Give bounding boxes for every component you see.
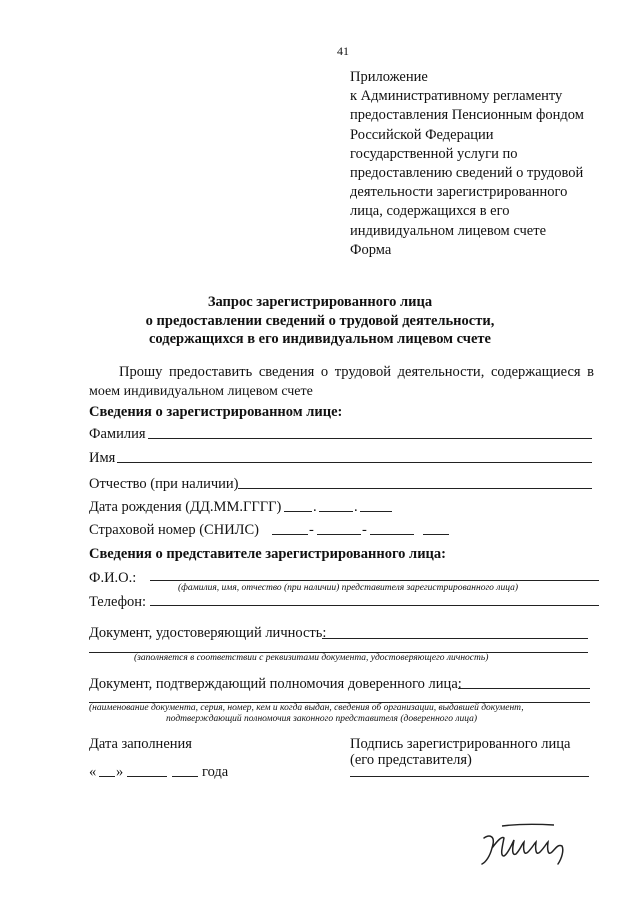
snils-part-1[interactable] bbox=[272, 534, 308, 535]
signature-label-line: (его представителя) bbox=[350, 752, 472, 768]
rep-fio-label: Ф.И.О.: bbox=[89, 570, 137, 586]
birth-date-separator: . bbox=[354, 499, 358, 515]
snils-part-2[interactable] bbox=[317, 534, 361, 535]
auth-doc-field[interactable] bbox=[458, 688, 590, 689]
birth-year-field[interactable] bbox=[360, 511, 392, 512]
appendix-line: Приложение bbox=[350, 69, 428, 85]
auth-doc-caption-line-1: (наименование документа, серия, номер, кем и когда выдан, сведения об организации, выдавшей документ, bbox=[89, 703, 524, 713]
rep-fio-caption: (фамилия, имя, отчество (при наличии) представителя зарегистрированного лица) bbox=[178, 583, 518, 593]
form-label: Форма bbox=[350, 242, 392, 258]
id-doc-field[interactable] bbox=[322, 638, 588, 639]
appendix-line: лица, содержащихся в его bbox=[350, 203, 510, 220]
surname-label: Фамилия bbox=[89, 426, 146, 442]
appendix-line: к Административному регламенту bbox=[350, 88, 563, 105]
snils-checksum[interactable] bbox=[423, 534, 449, 535]
title-line: содержащихся в его индивидуальном лицевом счете bbox=[149, 331, 491, 347]
snils-separator: - bbox=[362, 522, 367, 538]
fill-day-field[interactable] bbox=[99, 776, 115, 777]
birth-month-field[interactable] bbox=[319, 511, 353, 512]
title-line: Запрос зарегистрированного лица bbox=[207, 294, 433, 310]
id-doc-caption: (заполняется в соответствии с реквизитами документа, удостоверяющего личность) bbox=[134, 653, 489, 663]
appendix-line: индивидуальном лицевом счете bbox=[350, 222, 547, 239]
snils-separator: - bbox=[309, 522, 314, 538]
signature-field[interactable] bbox=[350, 776, 589, 777]
handwritten-signature-icon bbox=[478, 818, 574, 872]
appendix-line: государственной услуги по bbox=[350, 145, 518, 162]
birth-date-label: Дата рождения (ДД.ММ.ГГГГ) bbox=[89, 499, 282, 515]
fill-year-field[interactable] bbox=[172, 776, 198, 777]
rep-fio-field[interactable] bbox=[150, 580, 599, 581]
birth-day-field[interactable] bbox=[284, 511, 312, 512]
patronymic-field[interactable] bbox=[238, 488, 592, 489]
snils-part-3[interactable] bbox=[370, 534, 414, 535]
id-doc-label: Документ, удостоверяющий личность: bbox=[89, 625, 327, 641]
title-line: о предоставлении сведений о трудовой деятельности, bbox=[145, 312, 495, 329]
name-field[interactable] bbox=[117, 462, 592, 463]
date-quote-open: « bbox=[89, 764, 97, 780]
name-label: Имя bbox=[89, 450, 116, 466]
rep-phone-label: Телефон: bbox=[89, 594, 147, 610]
section-person-heading: Сведения о зарегистрированном лице: bbox=[89, 404, 343, 420]
signature-label-line: Подпись зарегистрированного лица bbox=[350, 736, 571, 752]
rep-phone-field[interactable] bbox=[150, 605, 599, 606]
signature-label bbox=[350, 736, 570, 768]
snils-label: Страховой номер (СНИЛС) bbox=[89, 522, 260, 538]
appendix-line: деятельности зарегистрированного bbox=[350, 184, 568, 201]
section-rep-heading: Сведения о представителе зарегистрированного лица: bbox=[89, 546, 446, 562]
birth-date-separator: . bbox=[313, 499, 317, 515]
appendix-line: Российской Федерации bbox=[350, 126, 494, 143]
appendix-block bbox=[350, 68, 584, 241]
fill-date-label: Дата заполнения bbox=[89, 736, 192, 752]
document-title bbox=[0, 293, 640, 349]
surname-field[interactable] bbox=[148, 438, 592, 439]
date-quote-close: » bbox=[116, 764, 124, 780]
auth-doc-caption-line-2: подтверждающий полномочия законного представителя (доверенного лица) bbox=[166, 714, 478, 724]
fill-month-field[interactable] bbox=[127, 776, 167, 777]
appendix-line: предоставлению сведений о трудовой bbox=[350, 165, 584, 182]
appendix-line: предоставления Пенсионным фондом bbox=[350, 107, 584, 124]
year-label: года bbox=[202, 764, 229, 780]
auth-doc-label: Документ, подтверждающий полномочия доверенного лица: bbox=[89, 676, 462, 692]
intro-line-2: моем индивидуальном лицевом счете bbox=[89, 384, 313, 399]
patronymic-label: Отчество (при наличии) bbox=[89, 476, 239, 492]
intro-line-1: Прошу предоставить сведения о трудовой деятельности, содержащиеся в bbox=[119, 364, 595, 380]
page-number: 41 bbox=[337, 44, 349, 58]
